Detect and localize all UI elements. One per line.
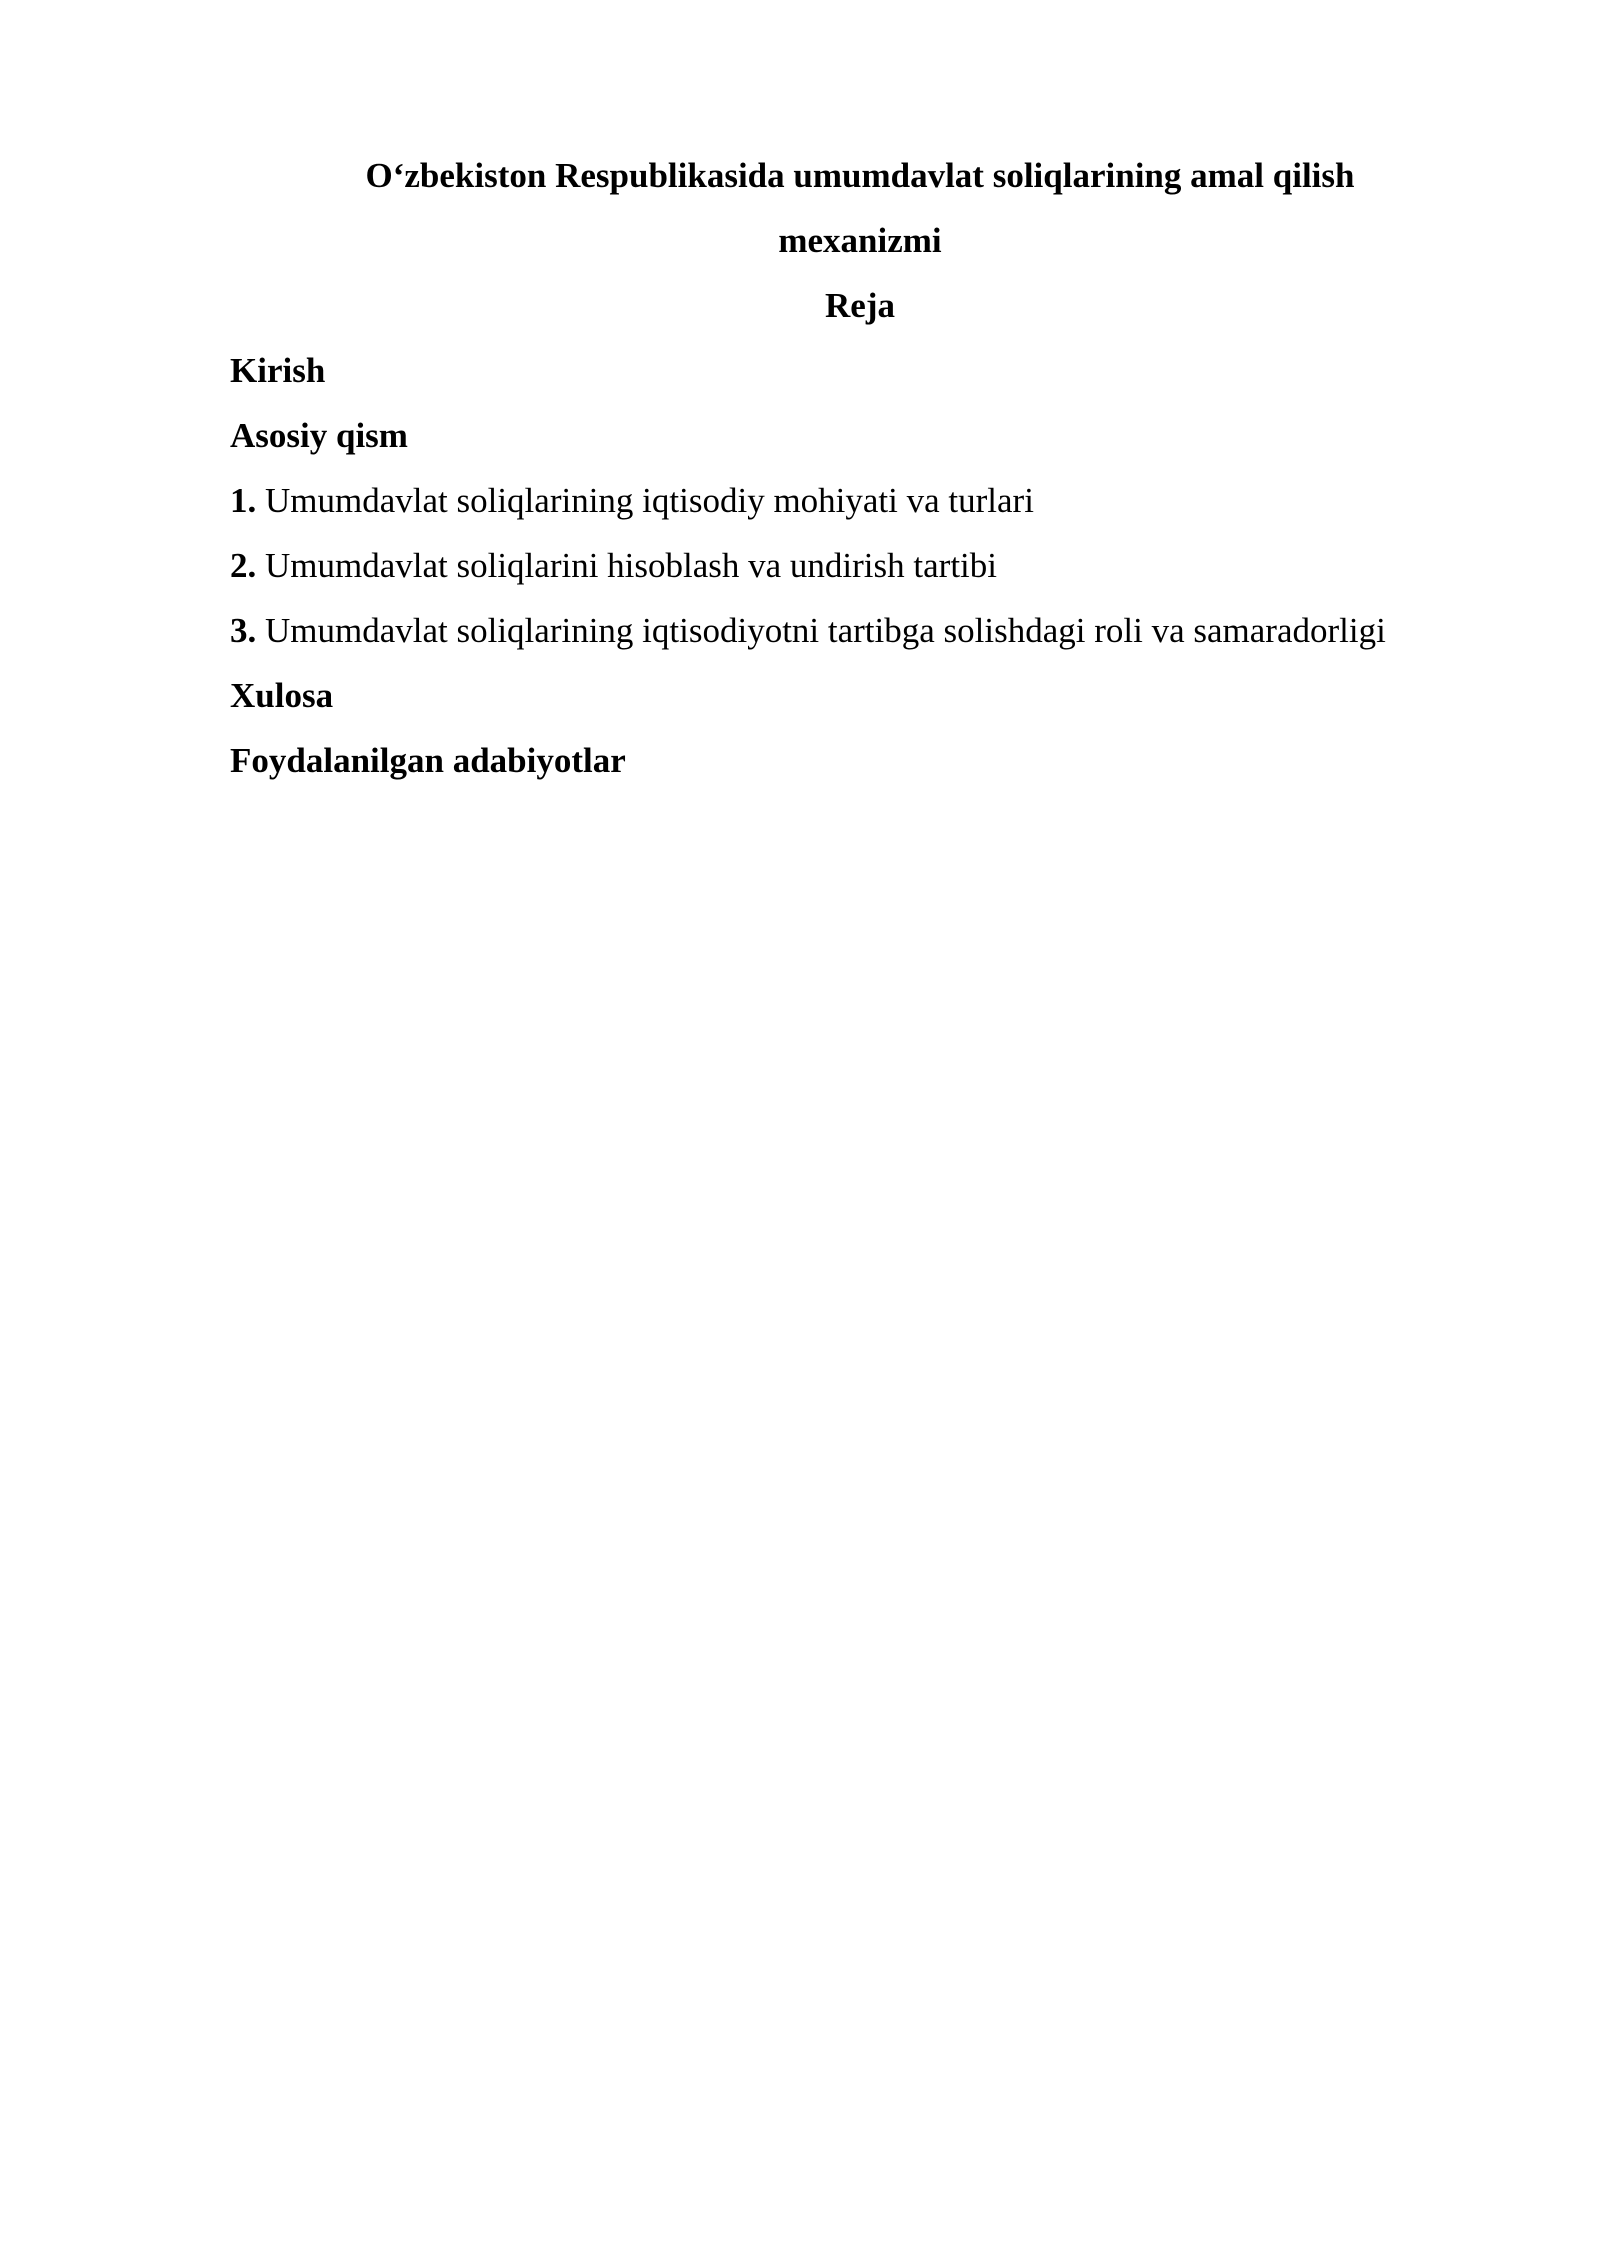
document-title-line-2: mexanizmi bbox=[778, 221, 942, 260]
plan-item-text: Umumdavlat soliqlarining iqtisodiy mohiyati va turlari bbox=[265, 481, 1034, 520]
plan-item-2 bbox=[230, 544, 997, 588]
plan-item-1 bbox=[230, 479, 1034, 523]
references-heading: Foydalanilgan adabiyotlar bbox=[230, 741, 626, 780]
plan-item-number: 3. bbox=[230, 611, 257, 650]
main-part-heading: Asosiy qism bbox=[230, 416, 408, 455]
plan-item-text: Umumdavlat soliqlarining iqtisodiyotni tartibga solishdagi roli va samaradorligi bbox=[265, 611, 1386, 650]
plan-item-number: 2. bbox=[230, 546, 257, 585]
plan-heading: Reja bbox=[825, 286, 895, 325]
intro-heading: Kirish bbox=[230, 351, 326, 390]
plan-item-3 bbox=[230, 609, 1386, 653]
conclusion-heading: Xulosa bbox=[230, 676, 334, 715]
plan-item-text: Umumdavlat soliqlarini hisoblash va undirish tartibi bbox=[265, 546, 997, 585]
document-title-line-1: O‘zbekiston Respublikasida umumdavlat soliqlarining amal qilish bbox=[365, 156, 1355, 195]
plan-item-number: 1. bbox=[230, 481, 257, 520]
